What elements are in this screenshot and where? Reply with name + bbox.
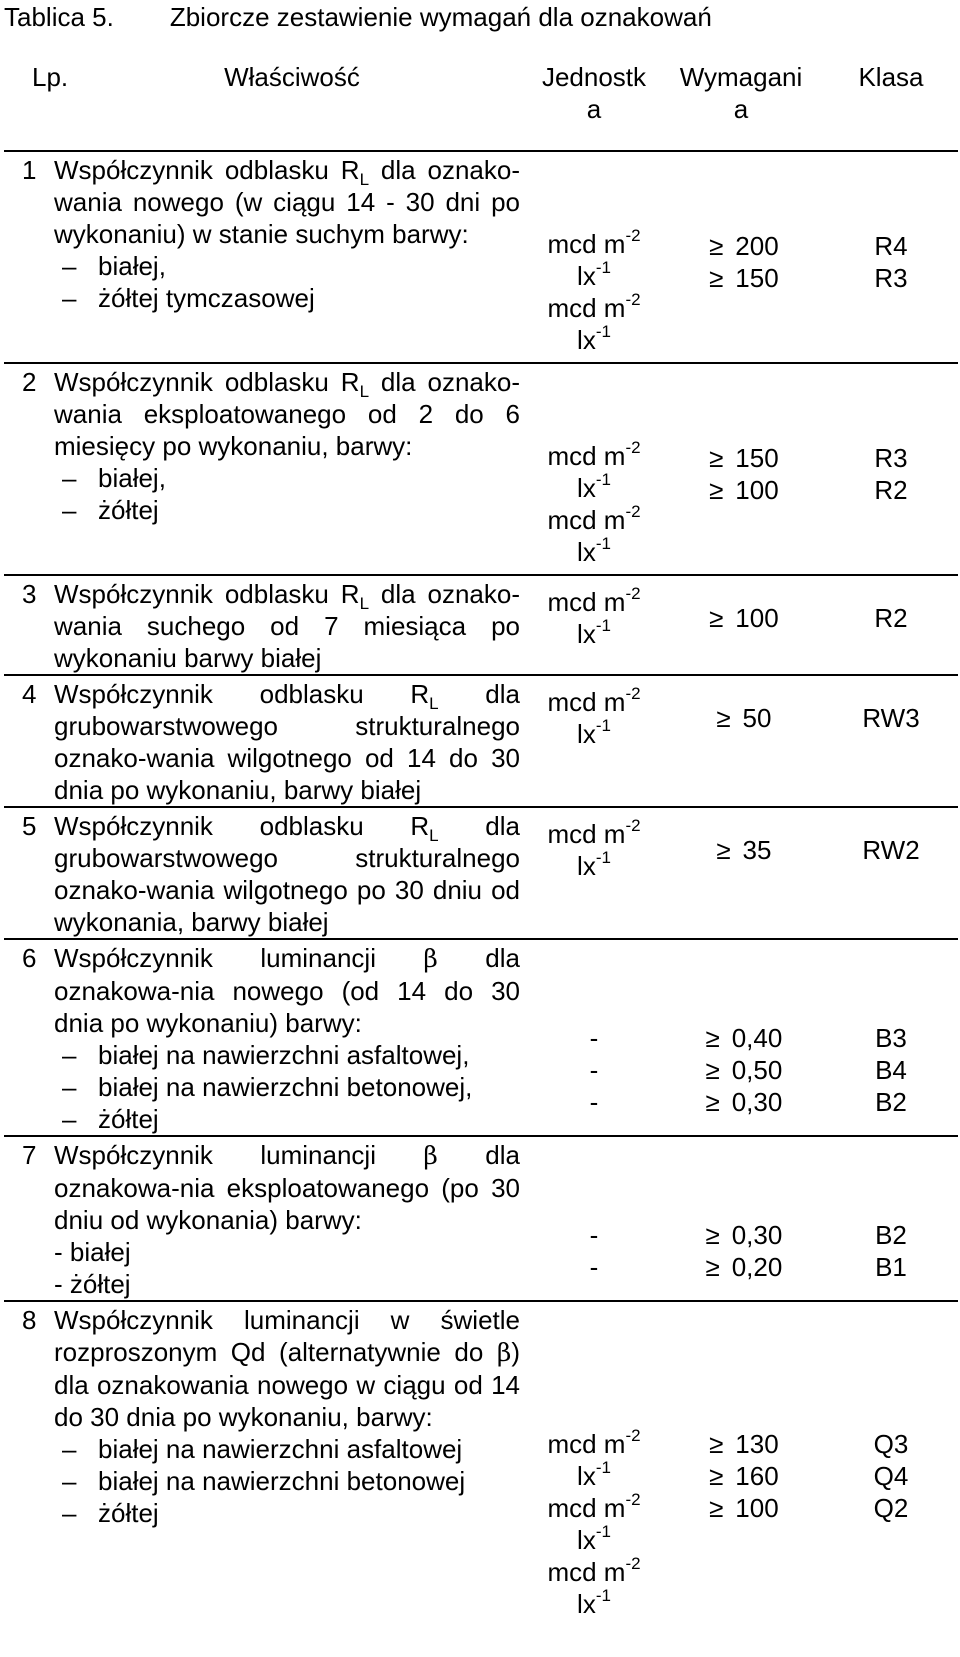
- requirement-value: [658, 474, 824, 506]
- requirement-value: [658, 1428, 824, 1460]
- unit-text: mcd m: [547, 1429, 626, 1459]
- class-code: B3: [875, 1023, 907, 1053]
- table-row: [4, 363, 958, 575]
- class-code: B2: [875, 1087, 907, 1117]
- subscript-l: L: [359, 382, 370, 402]
- subscript-l: L: [429, 826, 439, 846]
- property-description: [54, 1136, 530, 1301]
- unit-cell: [530, 363, 658, 575]
- unit-text: mcd m: [547, 229, 626, 259]
- unit-line: [530, 1460, 658, 1492]
- unit-text: lx: [577, 851, 596, 881]
- unit-exponent: -1: [595, 322, 611, 342]
- class-cell: [824, 675, 958, 807]
- greater-or-equal-icon: ≥: [709, 475, 724, 505]
- subscript-l: L: [359, 594, 370, 614]
- unit-exponent: -2: [625, 684, 641, 704]
- table-row: [4, 1136, 958, 1301]
- unit-line: [530, 292, 658, 324]
- class-code: RW3: [862, 703, 920, 733]
- greater-or-equal-icon: ≥: [716, 835, 731, 865]
- list-item-text: - białej: [54, 1237, 131, 1267]
- dash-bullet: –: [62, 1072, 77, 1102]
- table-row: [4, 575, 958, 675]
- table-row: [4, 151, 958, 363]
- unit-dash: [530, 1086, 658, 1118]
- header-unit-line1: Jednostk: [541, 62, 647, 92]
- class-value: [824, 702, 958, 734]
- unit-text: lx: [577, 473, 596, 503]
- unit-line: [530, 536, 658, 568]
- requirement-number: 35: [742, 835, 772, 865]
- unit-line: [530, 718, 658, 750]
- header-unit: [530, 44, 658, 151]
- unit-line: [530, 1524, 658, 1556]
- unit-exponent: -1: [595, 470, 611, 490]
- description-text: Współczynnik odblasku R: [54, 579, 360, 609]
- table-body: [4, 151, 958, 1620]
- greater-or-equal-icon: ≥: [705, 1055, 720, 1085]
- unit-line: [530, 686, 658, 718]
- list-item: [54, 1071, 520, 1103]
- unit-line: [530, 1588, 658, 1620]
- requirement-cell: [658, 1136, 824, 1301]
- dash-bullet: –: [62, 1040, 77, 1070]
- unit-exponent: -1: [595, 1586, 611, 1606]
- requirement-cell: [658, 939, 824, 1136]
- list-item-text: żółtej: [98, 1104, 159, 1134]
- unit-exponent: -1: [595, 616, 611, 636]
- greater-or-equal-icon: ≥: [709, 603, 724, 633]
- requirements-table: [4, 44, 958, 1620]
- greater-or-equal-icon: ≥: [716, 703, 731, 733]
- unit-line: [530, 1492, 658, 1524]
- row-number: 8: [4, 1301, 54, 1620]
- row-number: 1: [4, 151, 54, 363]
- class-code: Q2: [873, 1493, 909, 1523]
- class-cell: [824, 807, 958, 939]
- requirement-cell: [658, 575, 824, 675]
- header-property: Właściwość: [224, 62, 360, 92]
- list-item: [54, 1497, 520, 1529]
- row-number: 4: [4, 675, 54, 807]
- unit-text: -: [589, 1023, 599, 1053]
- table-caption: [4, 2, 712, 32]
- unit-text: lx: [577, 537, 596, 567]
- requirement-cell: [658, 363, 824, 575]
- unit-line: [530, 850, 658, 882]
- requirement-value: [658, 602, 824, 634]
- unit-exponent: -1: [595, 1458, 611, 1478]
- class-value: [824, 1428, 958, 1460]
- property-description: [54, 675, 530, 807]
- unit-exponent: -2: [625, 1426, 641, 1446]
- header-req-line1: Wymagani: [679, 62, 803, 92]
- requirement-cell: [658, 151, 824, 363]
- description-text: Współczynnik odblasku R: [54, 811, 430, 841]
- unit-cell: [530, 807, 658, 939]
- class-code: Q4: [873, 1461, 909, 1491]
- class-value: [824, 1219, 958, 1251]
- class-value: [824, 834, 958, 866]
- requirement-cell: [658, 807, 824, 939]
- unit-text: lx: [577, 261, 596, 291]
- unit-text: -: [589, 1220, 599, 1250]
- beta-symbol: β: [423, 1141, 438, 1170]
- unit-text: -: [589, 1087, 599, 1117]
- dash-bullet: –: [62, 463, 77, 493]
- list-item-text: białej na nawierzchni asfaltowej: [98, 1434, 463, 1464]
- row-number: 3: [4, 575, 54, 675]
- unit-line: [530, 260, 658, 292]
- requirement-value: [658, 1022, 824, 1054]
- header-unit-line2: a: [586, 94, 602, 124]
- class-value: [824, 602, 958, 634]
- unit-exponent: -2: [625, 502, 641, 522]
- greater-or-equal-icon: ≥: [705, 1252, 720, 1282]
- greater-or-equal-icon: ≥: [709, 1429, 724, 1459]
- unit-text: -: [589, 1252, 599, 1282]
- unit-text: mcd m: [547, 505, 626, 535]
- list-item-text: żółtej tymczasowej: [98, 283, 315, 313]
- unit-exponent: -1: [595, 534, 611, 554]
- subscript-l: L: [359, 170, 370, 190]
- unit-dash: [530, 1054, 658, 1086]
- requirement-number: 0,50: [731, 1055, 783, 1085]
- class-code: B4: [875, 1055, 907, 1085]
- list-item-text: żółtej: [98, 495, 159, 525]
- property-description: [54, 575, 530, 675]
- unit-line: [530, 504, 658, 536]
- property-description: [54, 939, 530, 1136]
- requirement-value: [658, 442, 824, 474]
- requirement-number: 100: [735, 603, 779, 633]
- beta-symbol: β: [423, 944, 438, 973]
- header-lp: Lp.: [32, 62, 69, 92]
- class-cell: [824, 1136, 958, 1301]
- header-req-line2: a: [733, 94, 749, 124]
- requirement-value: [658, 1054, 824, 1086]
- class-value: [824, 1460, 958, 1492]
- unit-exponent: -1: [595, 716, 611, 736]
- requirement-number: 150: [735, 263, 779, 293]
- class-cell: [824, 1301, 958, 1620]
- unit-exponent: -2: [625, 226, 641, 246]
- class-code: R3: [874, 443, 908, 473]
- list-item-text: białej,: [98, 251, 166, 281]
- beta-symbol: β: [496, 1338, 512, 1367]
- unit-line: [530, 1428, 658, 1460]
- requirement-value: [658, 1086, 824, 1118]
- description-text: dla oznakowa-nia nowego (od 14 do 30 dnia po wykonaniu) barwy:: [54, 943, 521, 1038]
- requirement-number: 130: [735, 1429, 779, 1459]
- list-item: [54, 1039, 520, 1071]
- unit-exponent: -1: [595, 1522, 611, 1542]
- class-value: [824, 1054, 958, 1086]
- unit-text: mcd m: [547, 293, 626, 323]
- description-text: dla oznako-wania nowego (w ciągu 14 - 30 dni po wykonaniu) w stanie suchym barwy:: [54, 155, 520, 249]
- row-number: 6: [4, 939, 54, 1136]
- description-text: Współczynnik odblasku R: [54, 367, 360, 397]
- caption-title: Zbiorcze zestawienie wymagań dla oznakowań: [169, 2, 712, 32]
- requirement-number: 0,40: [731, 1023, 783, 1053]
- unit-line: [530, 228, 658, 260]
- class-cell: [824, 575, 958, 675]
- greater-or-equal-icon: ≥: [709, 263, 724, 293]
- unit-text: lx: [577, 719, 596, 749]
- list-item-text: białej na nawierzchni betonowej: [98, 1466, 466, 1496]
- unit-text: mcd m: [547, 441, 626, 471]
- header-class: Klasa: [858, 62, 924, 92]
- unit-cell: [530, 939, 658, 1136]
- unit-line: [530, 440, 658, 472]
- dash-bullet: –: [62, 251, 77, 281]
- class-code: R2: [874, 603, 908, 633]
- requirement-value: [658, 230, 824, 262]
- property-description: [54, 151, 530, 363]
- unit-text: lx: [577, 1589, 596, 1619]
- table-row: [4, 1301, 958, 1620]
- unit-exponent: -2: [625, 584, 641, 604]
- row-number: 2: [4, 363, 54, 575]
- requirement-value: [658, 1460, 824, 1492]
- description-text: dla grubowarstwowego strukturalnego oznako-wania wilgotnego od 14 do 30 dnia po wykonaniu, barwy białej: [54, 679, 521, 805]
- unit-text: mcd m: [547, 1493, 626, 1523]
- class-value: [824, 1492, 958, 1524]
- unit-dash: [530, 1219, 658, 1251]
- unit-exponent: -2: [625, 816, 641, 836]
- list-item-text: białej,: [98, 463, 166, 493]
- property-description: [54, 807, 530, 939]
- table-row: [4, 675, 958, 807]
- description-text: Współczynnik luminancji: [54, 1140, 424, 1170]
- unit-exponent: -1: [595, 848, 611, 868]
- unit-exponent: -2: [625, 1554, 641, 1574]
- requirement-value: [658, 262, 824, 294]
- class-code: RW2: [862, 835, 920, 865]
- class-value: [824, 442, 958, 474]
- requirement-value: [658, 834, 824, 866]
- unit-exponent: -2: [625, 290, 641, 310]
- unit-dash: [530, 1022, 658, 1054]
- requirement-cell: [658, 1301, 824, 1620]
- list-item-text: żółtej: [98, 1498, 159, 1528]
- unit-cell: [530, 1136, 658, 1301]
- unit-exponent: -1: [595, 258, 611, 278]
- requirement-value: [658, 702, 824, 734]
- greater-or-equal-icon: ≥: [705, 1087, 720, 1117]
- class-value: [824, 262, 958, 294]
- description-text: dla grubowarstwowego strukturalnego oznako-wania wilgotnego po 30 dniu od wykonania, barwy białej: [54, 811, 521, 937]
- requirement-number: 150: [735, 443, 779, 473]
- list-item: [54, 250, 520, 282]
- requirement-value: [658, 1251, 824, 1283]
- property-description: [54, 1301, 530, 1620]
- table-row: [4, 807, 958, 939]
- list-item: [54, 282, 520, 314]
- description-text: Współczynnik luminancji w świetle rozproszonym Qd (alternatywnie do: [54, 1305, 520, 1367]
- dash-bullet: –: [62, 1104, 77, 1134]
- requirement-number: 0,20: [731, 1252, 783, 1282]
- description-text: Współczynnik luminancji: [54, 943, 424, 973]
- description-text: Współczynnik odblasku R: [54, 679, 430, 709]
- dash-bullet: –: [62, 495, 77, 525]
- unit-line: [530, 324, 658, 356]
- description-text: dla oznako-wania suchego od 7 miesiąca po wykonaniu barwy białej: [54, 579, 520, 673]
- requirement-number: 100: [735, 1493, 779, 1523]
- list-item: [54, 1268, 520, 1300]
- dash-bullet: –: [62, 283, 77, 313]
- class-code: R3: [874, 263, 908, 293]
- unit-cell: [530, 575, 658, 675]
- requirement-number: 100: [735, 475, 779, 505]
- unit-text: lx: [577, 619, 596, 649]
- unit-line: [530, 818, 658, 850]
- unit-text: mcd m: [547, 687, 626, 717]
- greater-or-equal-icon: ≥: [705, 1023, 720, 1053]
- unit-line: [530, 586, 658, 618]
- class-code: B2: [875, 1220, 907, 1250]
- unit-text: lx: [577, 325, 596, 355]
- greater-or-equal-icon: ≥: [709, 231, 724, 261]
- description-text: dla oznako-wania eksploatowanego od 2 do 6 miesięcy po wykonaniu, barwy:: [54, 367, 520, 461]
- subscript-l: L: [429, 694, 439, 714]
- header-row: [4, 44, 958, 151]
- requirement-number: 160: [735, 1461, 779, 1491]
- dash-bullet: –: [62, 1498, 77, 1528]
- requirement-number: 0,30: [731, 1087, 783, 1117]
- unit-exponent: -2: [625, 438, 641, 458]
- greater-or-equal-icon: ≥: [709, 1461, 724, 1491]
- list-item: [54, 1236, 520, 1268]
- requirement-value: [658, 1219, 824, 1251]
- header-requirements: [658, 44, 824, 151]
- class-code: Q3: [873, 1429, 909, 1459]
- unit-text: mcd m: [547, 1557, 626, 1587]
- description-text: Współczynnik odblasku R: [54, 155, 360, 185]
- class-code: R2: [874, 475, 908, 505]
- class-value: [824, 1251, 958, 1283]
- greater-or-equal-icon: ≥: [709, 443, 724, 473]
- class-code: R4: [874, 231, 908, 261]
- greater-or-equal-icon: ≥: [709, 1493, 724, 1523]
- requirement-number: 50: [742, 703, 772, 733]
- requirement-number: 0,30: [731, 1220, 783, 1250]
- description-text: dla oznakowa-nia eksploatowanego (po 30 dniu od wykonania) barwy:: [54, 1140, 521, 1235]
- list-item: [54, 1465, 520, 1497]
- unit-line: [530, 618, 658, 650]
- list-item-text: białej na nawierzchni betonowej,: [98, 1072, 473, 1102]
- list-item: [54, 462, 520, 494]
- unit-text: lx: [577, 1461, 596, 1491]
- list-item-text: - żółtej: [54, 1269, 131, 1299]
- requirement-value: [658, 1492, 824, 1524]
- unit-text: mcd m: [547, 587, 626, 617]
- unit-text: -: [589, 1055, 599, 1085]
- class-cell: [824, 151, 958, 363]
- table-row: [4, 939, 958, 1136]
- class-code: B1: [875, 1252, 907, 1282]
- row-number: 7: [4, 1136, 54, 1301]
- class-cell: [824, 363, 958, 575]
- unit-text: mcd m: [547, 819, 626, 849]
- unit-line: [530, 1556, 658, 1588]
- requirement-number: 200: [735, 231, 779, 261]
- dash-bullet: –: [62, 1434, 77, 1464]
- unit-cell: [530, 675, 658, 807]
- dash-bullet: –: [62, 1466, 77, 1496]
- class-value: [824, 474, 958, 506]
- class-value: [824, 1022, 958, 1054]
- requirement-cell: [658, 675, 824, 807]
- class-value: [824, 1086, 958, 1118]
- unit-dash: [530, 1251, 658, 1283]
- unit-exponent: -2: [625, 1490, 641, 1510]
- unit-cell: [530, 1301, 658, 1620]
- list-item: [54, 1433, 520, 1465]
- unit-line: [530, 472, 658, 504]
- list-item: [54, 494, 520, 526]
- greater-or-equal-icon: ≥: [705, 1220, 720, 1250]
- class-value: [824, 230, 958, 262]
- class-cell: [824, 939, 958, 1136]
- unit-cell: [530, 151, 658, 363]
- description-text: ) dla oznakowania nowego w ciągu od 14 do 30 dnia po wykonaniu, barwy:: [54, 1337, 520, 1432]
- list-item: [54, 1103, 520, 1135]
- caption-label: Tablica 5.: [4, 2, 114, 32]
- row-number: 5: [4, 807, 54, 939]
- list-item-text: białej na nawierzchni asfaltowej,: [98, 1040, 470, 1070]
- property-description: [54, 363, 530, 575]
- unit-text: lx: [577, 1525, 596, 1555]
